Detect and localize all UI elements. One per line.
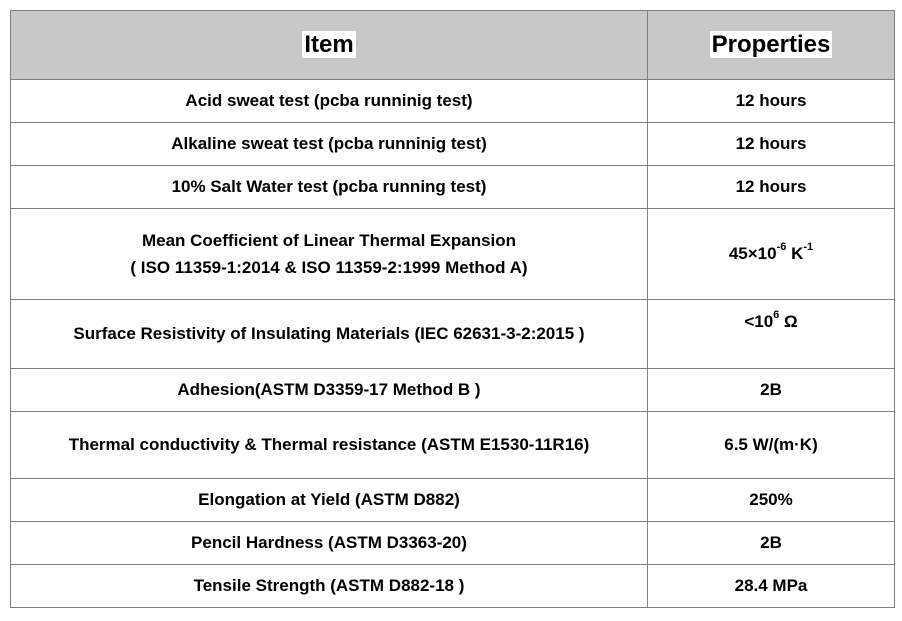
value-cell: 2B — [648, 522, 895, 565]
header-properties-label: Properties — [711, 31, 831, 58]
value-exponent: -6 — [776, 241, 787, 254]
properties-table — [10, 10, 895, 608]
value-cell: 250% — [648, 479, 895, 522]
table-row — [11, 412, 895, 479]
value-cell: 12 hours — [648, 166, 895, 209]
table-row — [11, 209, 895, 300]
item-cell: Surface Resistivity of Insulating Materials (IEC 62631-3-2:2015 ) — [11, 300, 648, 369]
item-cell: Elongation at Yield (ASTM D882) — [11, 479, 648, 522]
header-item-cell — [11, 11, 648, 80]
table-row — [11, 166, 895, 209]
table-row — [11, 123, 895, 166]
item-cell: Pencil Hardness (ASTM D3363-20) — [11, 522, 648, 565]
item-line-2: ( ISO 11359-1:2014 & ISO 11359-2:1999 Method A) — [130, 258, 528, 277]
properties-table-container — [10, 10, 894, 608]
item-cell: 10% Salt Water test (pcba running test) — [11, 166, 648, 209]
header-item-label: Item — [304, 31, 354, 58]
table-row — [11, 565, 895, 608]
item-cell: Acid sweat test (pcba runninig test) — [11, 80, 648, 123]
value-unit: Ω — [779, 312, 798, 332]
table-row — [11, 300, 895, 369]
value-wrap — [744, 309, 798, 332]
table-row — [11, 479, 895, 522]
header-properties-cell — [648, 11, 895, 80]
item-line-1: Mean Coefficient of Linear Thermal Expansion — [141, 230, 517, 250]
item-cell: Alkaline sweat test (pcba runninig test) — [11, 123, 648, 166]
item-cell: Adhesion(ASTM D3359-17 Method B ) — [11, 369, 648, 412]
value-base: <10 — [744, 312, 774, 332]
table-row — [11, 80, 895, 123]
table-header-row — [11, 11, 895, 80]
value-cell: 6.5 W/(m·K) — [648, 412, 895, 479]
value-cell: 12 hours — [648, 80, 895, 123]
value-base: 45×10 — [728, 244, 777, 264]
value-cell: 28.4 MPa — [648, 565, 895, 608]
table-row — [11, 369, 895, 412]
value-unit-exponent: -1 — [803, 241, 814, 254]
table-row — [11, 522, 895, 565]
value-unit: K — [786, 244, 804, 264]
value-exponent: 6 — [773, 309, 780, 322]
value-cell — [648, 209, 895, 300]
value-cell: 2B — [648, 369, 895, 412]
item-cell — [11, 209, 648, 300]
item-cell: Thermal conductivity & Thermal resistance (ASTM E1530-11R16) — [11, 412, 648, 479]
value-cell — [648, 300, 895, 369]
value-cell: 12 hours — [648, 123, 895, 166]
item-cell: Tensile Strength (ASTM D882-18 ) — [11, 565, 648, 608]
